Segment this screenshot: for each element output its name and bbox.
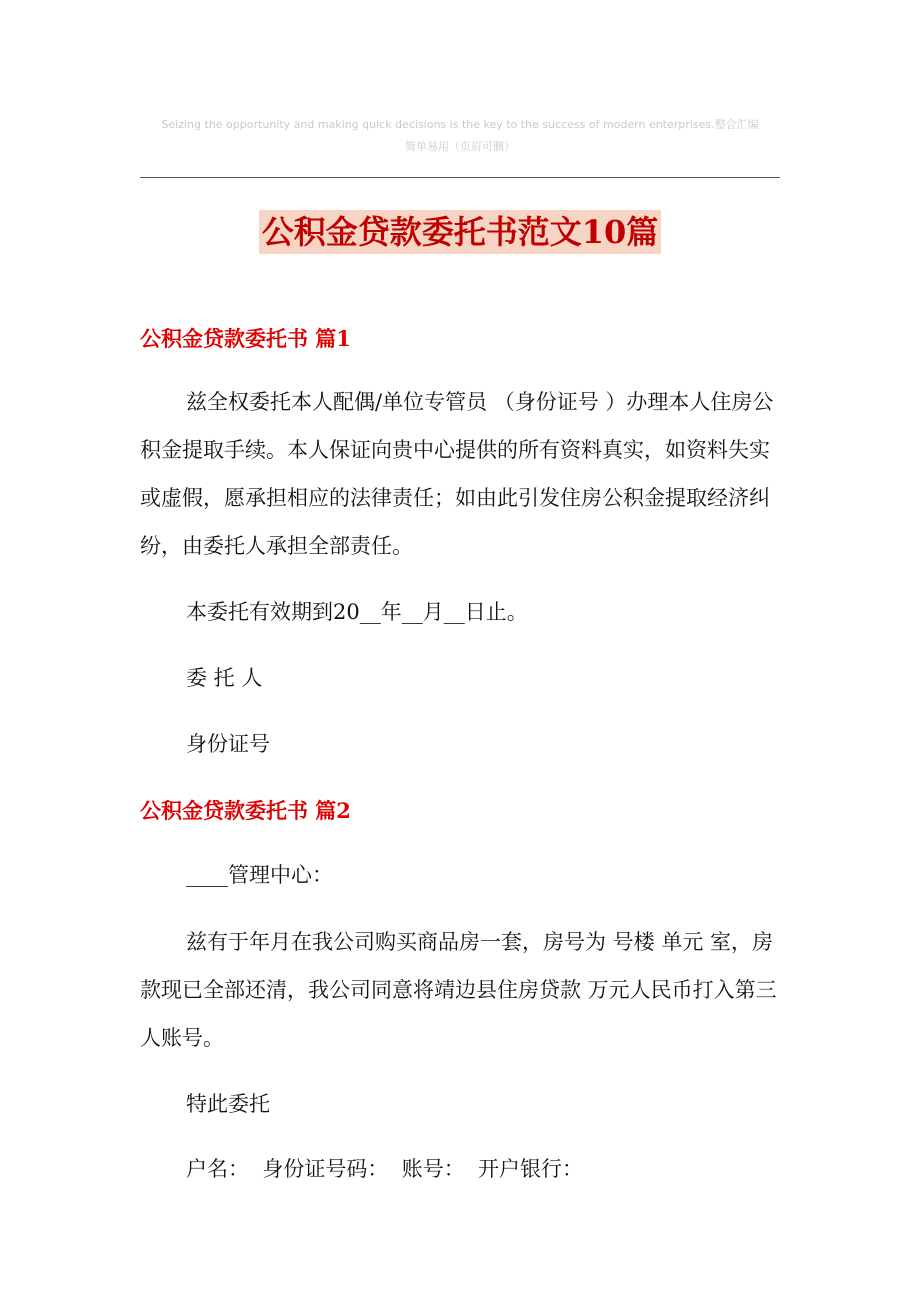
document-title-text: 公积金贷款委托书范文10篇 xyxy=(259,210,662,254)
header-divider xyxy=(140,177,780,178)
header-line-1: Seizing the opportunity and making quick decisions is the key to the success of modern enterprises.整合汇编 xyxy=(161,118,759,131)
section-2-salutation: ____管理中心： xyxy=(186,863,333,887)
section-2-fields: 户名： 身份证号码： 账号： 开户银行： xyxy=(186,1157,584,1181)
section-1-heading: 公积金贷款委托书 篇1 xyxy=(140,326,351,351)
section-2-closing: 特此委托 xyxy=(186,1092,270,1116)
section-1-principal: 委 托 人 xyxy=(186,666,263,690)
section-2-heading: 公积金贷款委托书 篇2 xyxy=(140,798,351,823)
section-2-paragraph: 兹有于年月在我公司购买商品房一套，房号为 号楼 单元 室，房款现已全部还清，我公司同意将靖边县住房贷款 万元人民币打入第三人账号。 xyxy=(140,930,777,1050)
document-title xyxy=(0,210,920,254)
header-line-2: 简单易用（页眉可删） xyxy=(405,140,515,153)
section-1-paragraph: 兹全权委托本人配偶/单位专管员 （身份证号 ）办理本人住房公积金提取手续。本人保证向贵中心提供的所有资料真实，如资料失实或虚假，愿承担相应的法律责任；如由此引发住房公积金提取经济纠纷，由委托人承担全部责任。 xyxy=(140,390,774,558)
section-1-id-number: 身份证号 xyxy=(186,732,270,756)
section-1-validity: 本委托有效期到20__年__月__日止。 xyxy=(186,600,528,624)
